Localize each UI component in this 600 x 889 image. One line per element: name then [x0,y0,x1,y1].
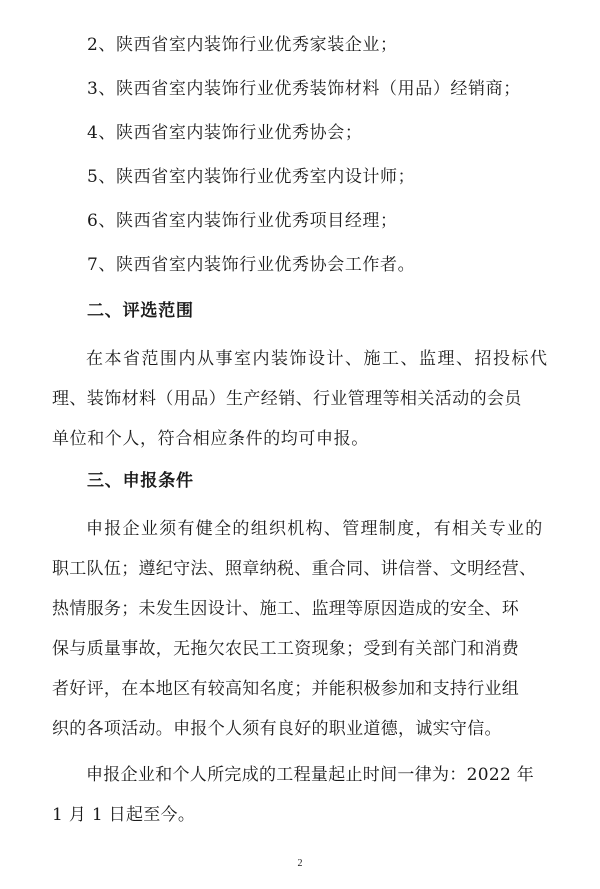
paragraph-line: 织的各项活动。申报个人须有良好的职业道德，诚实守信。 [52,719,502,739]
list-item: 7、陕西省室内装饰行业优秀协会工作者。 [87,255,416,275]
list-item: 3、陕西省室内装饰行业优秀装饰材料（用品）经销商； [87,79,521,99]
paragraph-line: 热情服务；未发生因设计、施工、监理等原因造成的安全、环 [52,599,520,619]
section-heading-requirements: 三、申报条件 [87,471,194,491]
section-heading-scope: 二、评选范围 [87,301,194,321]
paragraph-line: 者好评，在本地区有较高知名度；并能积极参加和支持行业组 [52,679,520,699]
list-item: 5、陕西省室内装饰行业优秀室内设计师； [87,167,416,187]
page-number: 2 [297,858,303,869]
list-item: 4、陕西省室内装饰行业优秀协会； [87,123,363,143]
paragraph-line: 申报企业和个人所完成的工程量起止时间一律为：2022 年 [86,765,535,785]
paragraph-line: 1 月 1 日起至今。 [52,805,196,825]
paragraph-line: 单位和个人，符合相应条件的均可申报。 [52,429,369,449]
paragraph-line: 申报企业须有健全的组织机构、管理制度，有相关专业的 [86,519,544,539]
paragraph-line: 理、装饰材料（用品）生产经销、行业管理等相关活动的会员 [52,389,522,409]
paragraph-line: 在本省范围内从事室内装饰设计、施工、监理、招投标代 [86,349,549,369]
list-item: 6、陕西省室内装饰行业优秀项目经理； [87,211,398,231]
list-item: 2、陕西省室内装饰行业优秀家装企业； [87,35,398,55]
paragraph-line: 职工队伍；遵纪守法、照章纳税、重合同、讲信誉、文明经营、 [52,559,537,579]
paragraph-line: 保与质量事故，无拖欠农民工工资现象；受到有关部门和消费 [52,639,520,659]
